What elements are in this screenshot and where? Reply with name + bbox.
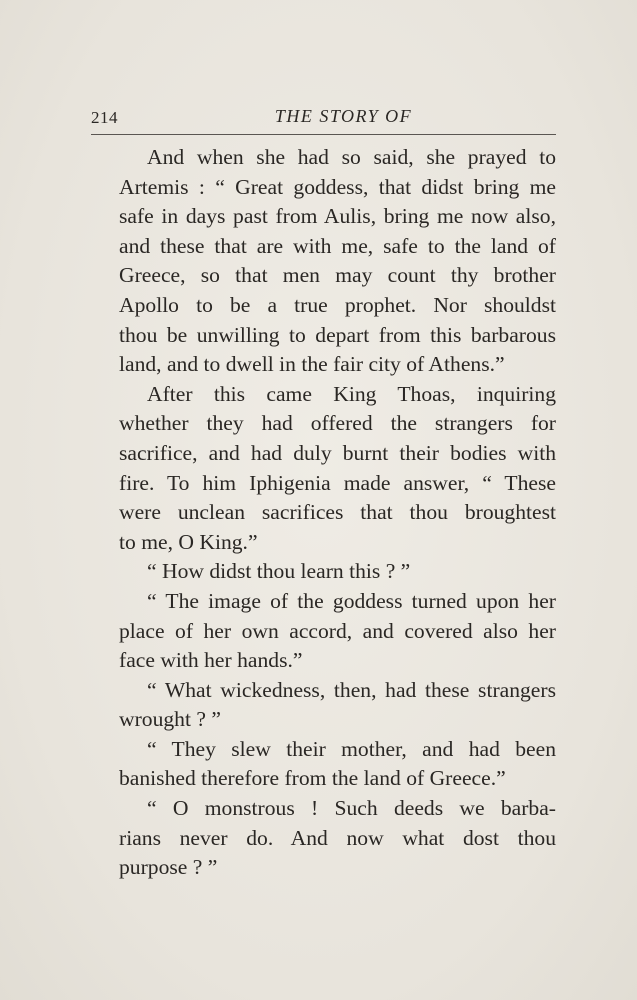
text-line: and these that are with me, safe to the land of — [119, 233, 556, 258]
text-line: And when she had so said, she prayed to — [147, 145, 556, 169]
text-line: “ O monstrous ! Such deeds we barba- — [147, 796, 556, 821]
page-number: 214 — [91, 108, 118, 127]
text-line: Artemis : “ Great goddess, that didst bring me — [119, 174, 556, 199]
text-line: were unclean sacrifices that thou broughtest — [119, 500, 556, 525]
text-line: land, and to dwell in the fair city of Athens.” — [119, 352, 505, 377]
paragraph — [91, 143, 556, 380]
text-line: “ What wickedness, then, had these strangers — [147, 677, 556, 702]
paragraph — [91, 587, 556, 676]
paragraph — [91, 557, 556, 587]
running-head: THE STORY OF — [274, 106, 413, 126]
text-line: banished therefore from the land of Greece.” — [119, 766, 506, 791]
paragraph — [91, 380, 556, 558]
text-line: Greece, so that men may count thy brother — [119, 263, 556, 288]
text-line: face with her hands.” — [119, 648, 303, 673]
text-line: “ How didst thou learn this ? ” — [147, 559, 411, 584]
text-line: “ They slew their mother, and had been — [147, 736, 556, 761]
paragraph — [91, 676, 556, 735]
text-line: rians never do. And now what dost thou — [119, 825, 556, 850]
body-text — [91, 143, 556, 883]
text-line: wrought ? ” — [119, 707, 221, 732]
text-line: place of her own accord, and covered also her — [119, 618, 556, 643]
text-line: “ The image of the goddess turned upon her — [147, 588, 556, 613]
header-rule — [91, 134, 556, 135]
paragraph — [91, 735, 556, 794]
text-line: Apollo to be a true prophet. Nor shouldst — [119, 292, 556, 317]
text-line: thou be unwilling to depart from this barbarous — [119, 322, 556, 347]
text-line: fire. To him Iphigenia made answer, “ These — [119, 470, 556, 495]
text-line: safe in days past from Aulis, bring me now also, — [119, 204, 556, 229]
text-line: sacrifice, and had duly burnt their bodies with — [119, 440, 556, 465]
text-line: After this came King Thoas, inquiring — [147, 381, 556, 406]
text-line: to me, O King.” — [119, 529, 258, 554]
text-line: whether they had offered the strangers for — [119, 411, 556, 436]
paragraph — [91, 794, 556, 883]
text-line: purpose ? ” — [119, 855, 218, 880]
page-header — [91, 106, 556, 130]
